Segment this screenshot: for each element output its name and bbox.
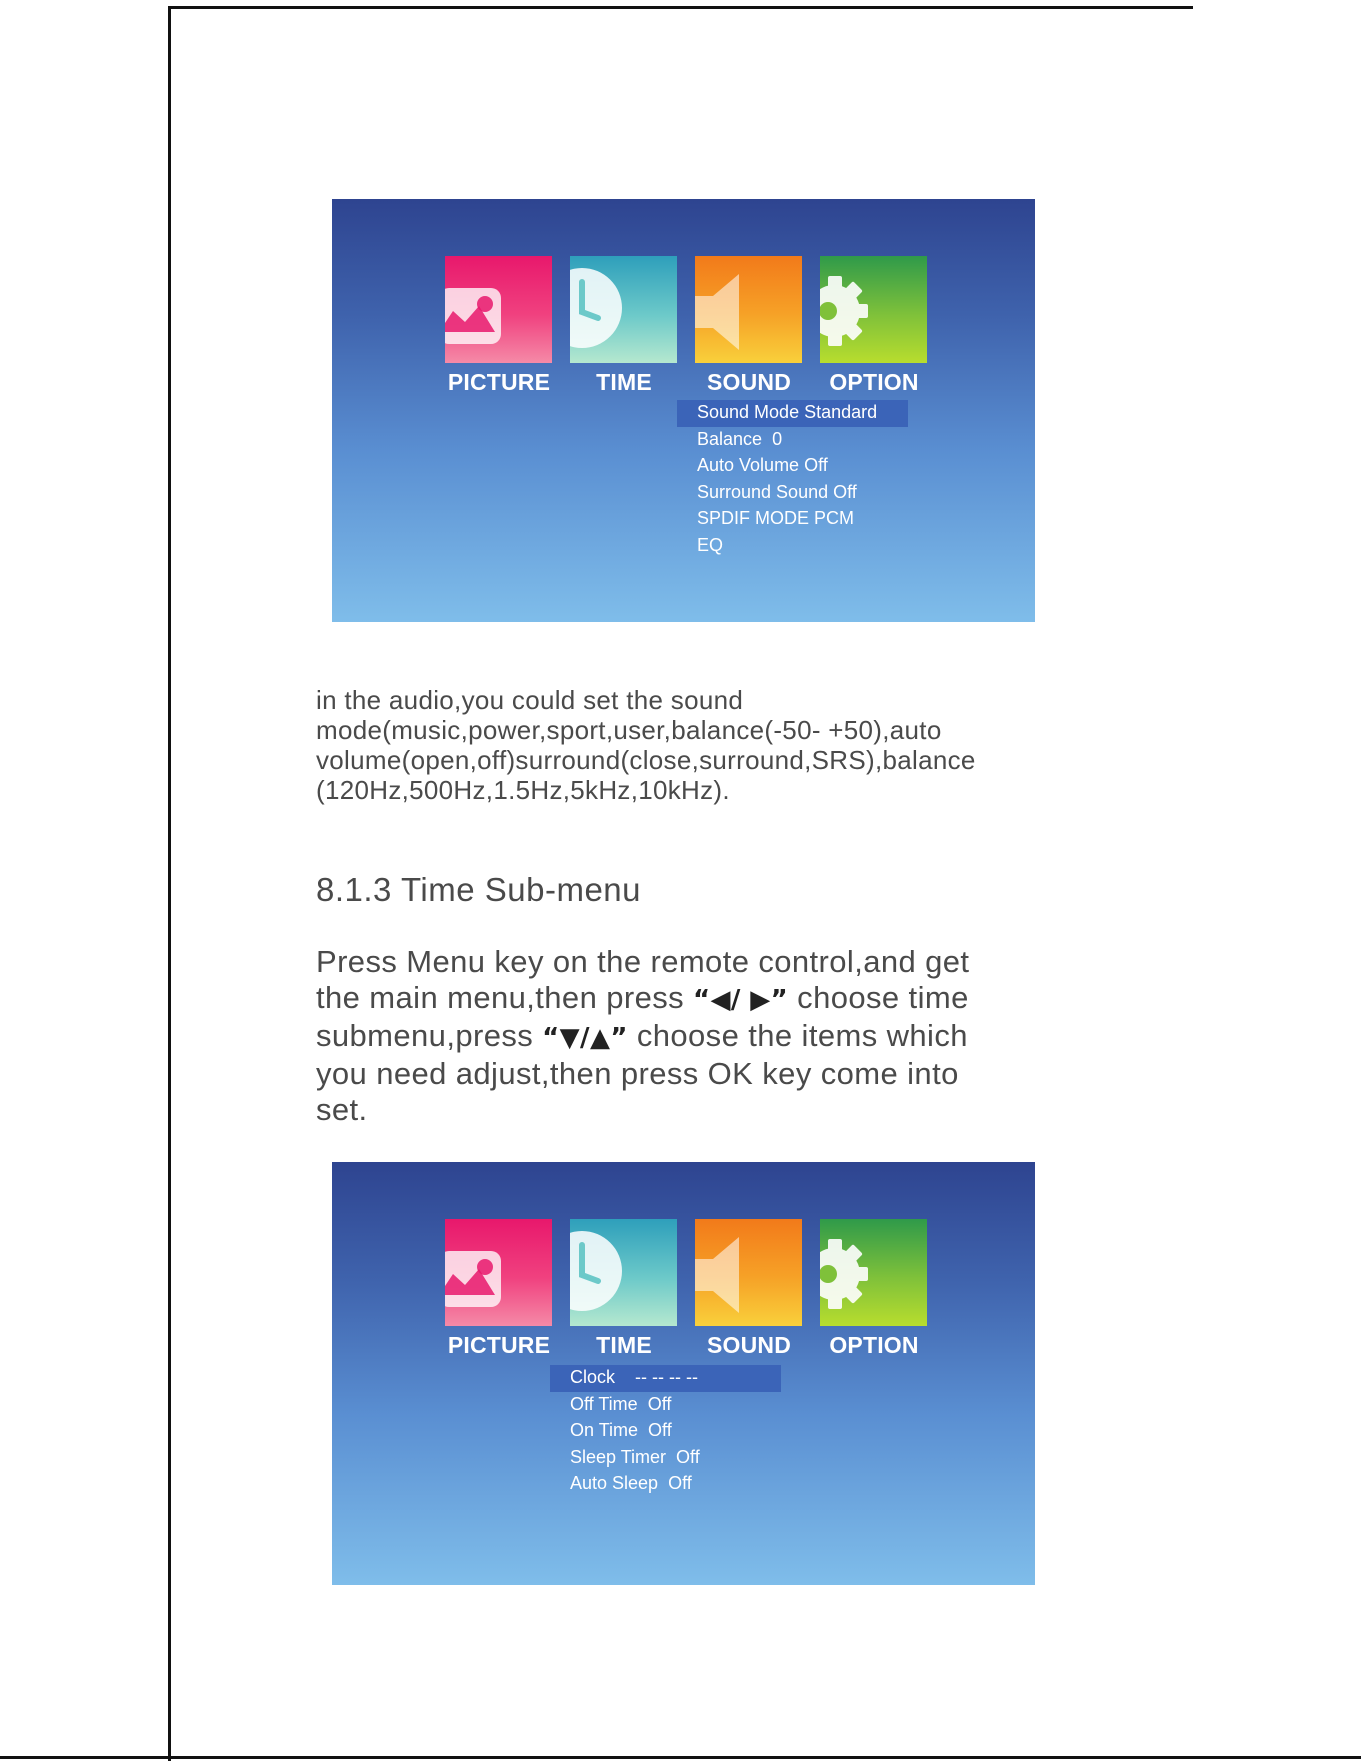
page-border-top [168, 6, 1193, 9]
tab-label-time: TIME [596, 1332, 652, 1358]
sound-submenu [677, 400, 908, 559]
tab-label-time: TIME [596, 369, 652, 395]
menu-item-value: Off [668, 1473, 692, 1493]
section-heading: 8.1.3 Time Sub-menu [316, 871, 641, 908]
audio-line: mode(music,power,sport,user,balance(-50- +50),auto [316, 715, 942, 745]
instruction-line: submenu,press [316, 1018, 543, 1053]
instruction-line: choose time [788, 980, 969, 1015]
time-menu-instructions [316, 944, 1116, 1128]
menu-item-value: PCM [814, 508, 855, 528]
audio-description [316, 685, 1106, 805]
menu-item-label: Sleep Timer [570, 1446, 667, 1467]
menu-item-spdif-mode[interactable] [677, 506, 908, 533]
menu-item-clock[interactable] [550, 1365, 781, 1392]
audio-line: in the audio,you could set the sound [316, 685, 744, 715]
menu-item-eq[interactable] [677, 533, 908, 560]
option-tab-tile[interactable] [820, 256, 927, 363]
tab-label-picture: PICTURE [447, 1332, 551, 1358]
menu-item-sound-mode[interactable] [677, 400, 908, 427]
menu-item-value: Off [833, 481, 857, 502]
tab-label-sound: SOUND [706, 369, 792, 395]
sound-tab-tile[interactable] [695, 1219, 802, 1326]
sound-tab-tile[interactable] [695, 256, 802, 363]
page-border-left [168, 6, 171, 1761]
menu-item-off-time[interactable] [550, 1392, 781, 1419]
menu-item-value: Off [648, 1420, 672, 1440]
instruction-line: Press Menu key on the remote control,and get [316, 944, 970, 979]
menu-item-auto-sleep[interactable] [550, 1471, 781, 1498]
menu-item-label: On Time [570, 1420, 639, 1440]
tab-label-option: OPTION [829, 369, 919, 395]
instruction-line: the main menu,then press [316, 980, 694, 1015]
picture-icon [445, 1219, 552, 1326]
down-up-arrow-icon: “▼/▲” [542, 1023, 628, 1053]
menu-item-value: Off [647, 1393, 672, 1414]
tab-label-picture: PICTURE [447, 369, 551, 395]
menu-item-label: Auto Volume [697, 455, 800, 475]
menu-item-label: Surround Sound [697, 481, 829, 502]
gear-icon [820, 1219, 927, 1326]
picture-tab-tile[interactable] [445, 256, 552, 363]
menu-item-label: Sound Mode [697, 402, 800, 422]
picture-tab-tile[interactable] [445, 1219, 552, 1326]
menu-item-balance[interactable] [677, 427, 908, 454]
speaker-icon [695, 1219, 802, 1326]
time-menu-screenshot [332, 1162, 1035, 1585]
menu-item-on-time[interactable] [550, 1418, 781, 1445]
menu-item-label: Off Time [570, 1393, 638, 1414]
speaker-icon [695, 256, 802, 363]
time-tab-tile[interactable] [570, 256, 677, 363]
clock-icon [570, 256, 677, 363]
menu-item-value: Off [804, 455, 828, 475]
menu-item-label: Balance [697, 428, 763, 449]
menu-item-sleep-timer[interactable] [550, 1445, 781, 1472]
menu-item-value: Off [676, 1446, 700, 1467]
page-border-bottom [0, 1756, 1361, 1759]
menu-item-surround-sound[interactable] [677, 480, 908, 507]
menu-item-value: Standard [804, 402, 878, 422]
instruction-line: choose the items which [627, 1018, 968, 1053]
audio-line: (120Hz,500Hz,1.5Hz,5kHz,10kHz). [316, 775, 730, 805]
menu-item-label: Clock [570, 1367, 616, 1387]
tab-label-option: OPTION [829, 1332, 919, 1358]
audio-line: volume(open,off)surround(close,surround,SRS),balance [316, 745, 976, 775]
gear-icon [820, 256, 927, 363]
menu-item-label: SPDIF MODE [697, 508, 810, 528]
sound-menu-screenshot [332, 199, 1035, 622]
menu-item-auto-volume[interactable] [677, 453, 908, 480]
tab-label-sound: SOUND [706, 1332, 792, 1358]
menu-item-label: EQ [697, 534, 724, 555]
time-submenu [550, 1365, 781, 1498]
clock-icon [570, 1219, 677, 1326]
menu-item-value: -- -- -- -- [635, 1367, 698, 1387]
left-right-arrow-icon: “◀/ ▶” [693, 985, 789, 1015]
menu-item-label: Auto Sleep [570, 1473, 659, 1493]
instruction-line: set. [316, 1092, 368, 1127]
instruction-line: you need adjust,then press OK key come into [316, 1056, 959, 1091]
picture-icon [445, 256, 552, 363]
option-tab-tile[interactable] [820, 1219, 927, 1326]
menu-item-value: 0 [772, 428, 783, 449]
time-tab-tile[interactable] [570, 1219, 677, 1326]
